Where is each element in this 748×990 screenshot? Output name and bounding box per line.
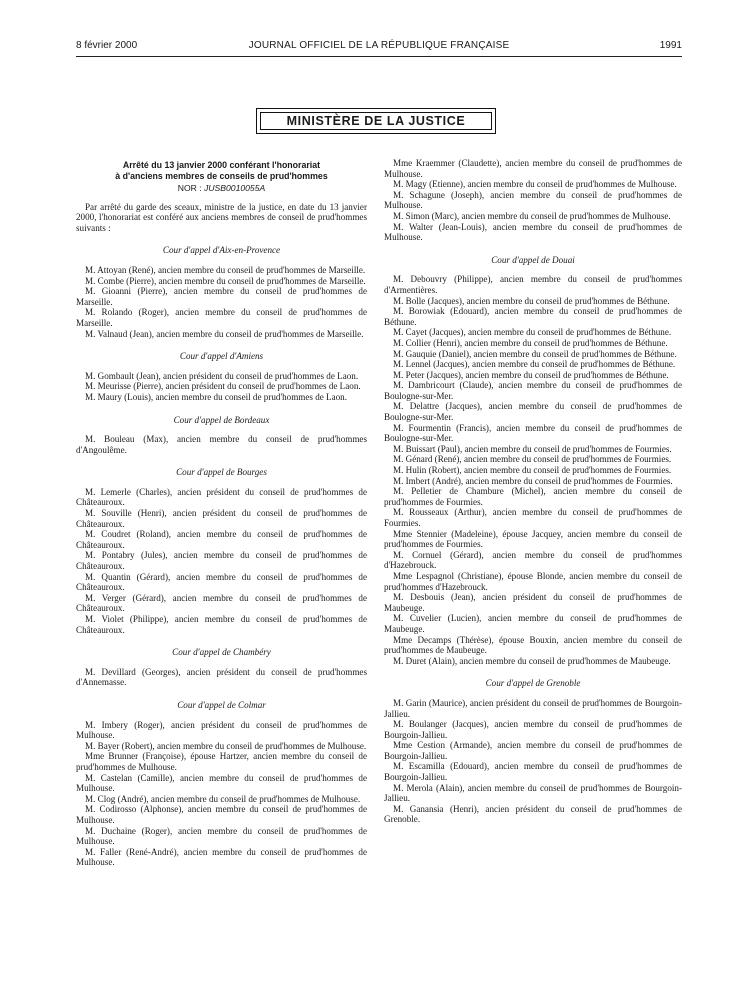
appointee-entry: M. Debouvry (Philippe), ancien membre du conseil de prud'hommes d'Armentières. <box>384 274 682 295</box>
cour-heading: Cour d'appel de Colmar <box>177 699 266 710</box>
appointee-entry: Mme Brunner (Françoise), épouse Hartzer, ancien membre du conseil de prud'hommes de Mulhouse. <box>76 751 367 772</box>
appointee-entry: M. Pontabry (Jules), ancien membre du conseil de prud'hommes de Châteauroux. <box>76 550 367 572</box>
appointee-entry: M. Dambricourt (Claude), ancien membre du conseil de prud'hommes de Boulogne-sur-Mer. <box>384 380 682 401</box>
appointee-entry: M. Imbery (Roger), ancien président du conseil de prud'hommes de Mulhouse. <box>76 719 367 741</box>
journal-title: JOURNAL OFFICIEL DE LA RÉPUBLIQUE FRANÇAISE <box>248 40 510 51</box>
arrete-title-line: à d'anciens membres de conseils de prud'hommes <box>115 170 328 181</box>
cour-heading: Cour d'appel de Chambéry <box>172 647 271 658</box>
appointee-entry: M. Maury (Louis), ancien membre du conseil de prud'hommes de Laon. <box>85 391 348 402</box>
appointee-entry: M. Quantin (Gérard), ancien membre du conseil de prud'hommes de Châteauroux. <box>76 571 367 593</box>
cour-heading: Cour d'appel d'Amiens <box>179 351 264 362</box>
appointee-entry: M. Valnaud (Jean), ancien membre du conseil de prud'hommes de Marseille. <box>85 328 364 339</box>
appointee-entry: M. Hulin (Robert), ancien membre du conseil de prud'hommes de Fourmies. <box>393 465 672 476</box>
appointee-entry: M. Bayer (Robert), ancien membre du conseil de prud'hommes de Mulhouse. <box>85 740 367 751</box>
nor-reference <box>76 183 367 194</box>
appointee-entry: M. Codirosso (Alphonse), ancien membre du conseil de prud'hommes de Mulhouse. <box>76 804 367 825</box>
appointee-entry: Mme Stennier (Madeleine), épouse Jacquey, ancien membre du conseil de prud'hommes de Fourmies. <box>384 528 682 550</box>
cour-heading: Cour d'appel d'Aix-en-Provence <box>162 245 281 256</box>
appointee-entry: M. Combe (Pierre), ancien membre du conseil de prud'hommes de Marseille. <box>85 275 366 286</box>
appointee-entry: M. Collier (Henri), ancien membre du conseil de prud'hommes de Béthune. <box>393 337 668 348</box>
appointee-entry: M. Meurisse (Pierre), ancien président du conseil de prud'hommes de Laon. <box>85 381 361 392</box>
right-column <box>384 158 682 825</box>
arrete-title-line: Arrêté du 13 janvier 2000 conférant l'honorariat <box>122 160 321 170</box>
arrete-preamble: Par arrêté du garde des sceaux, ministre de la justice, en date du 13 janvier 2000, l'honorariat est conféré aux anciens membres de conseil de prud'hommes suivants : <box>76 201 367 233</box>
appointee-entry: M. Gombault (Jean), ancien président du conseil de prud'hommes de Laon. <box>85 370 359 381</box>
appointee-entry: M. Lennel (Jacques), ancien membre du conseil de prud'hommes de Béthune. <box>393 359 676 370</box>
appointee-entry: M. Ganansia (Henri), ancien président du conseil de prud'hommes de Grenoble. <box>384 803 682 825</box>
appointee-entry: M. Attoyan (René), ancien membre du conseil de prud'hommes de Marseille. <box>85 264 366 275</box>
appointee-entry: M. Pelletier de Chambure (Michel), ancien membre du conseil de prud'hommes de Fourmies. <box>384 486 682 507</box>
cour-heading: Cour d'appel de Bordeaux <box>173 414 270 425</box>
appointee-entry: M. Faller (René-André), ancien membre du conseil de prud'hommes de Mulhouse. <box>76 846 367 868</box>
appointee-entry: M. Cuvelier (Lucien), ancien membre du conseil de prud'hommes de Maubeuge. <box>384 613 682 634</box>
appointee-entry: M. Buissart (Paul), ancien membre du conseil de prud'hommes de Fourmies. <box>393 443 672 454</box>
appointee-entry: Mme Decamps (Thérèse), épouse Bouxin, ancien membre du conseil de prud'hommes de Maubeuge. <box>384 634 682 656</box>
appointee-entry: M. Souville (Henri), ancien président du conseil de prud'hommes de Châteauroux. <box>76 508 367 529</box>
arrete-title <box>76 160 367 181</box>
appointee-entry: Mme Kraemmer (Claudette), ancien membre du conseil de prud'hommes de Mulhouse. <box>384 158 682 179</box>
appointee-entry: M. Gauquie (Daniel), ancien membre du conseil de prud'hommes de Béthune. <box>393 348 677 359</box>
appointee-entry: Mme Cestion (Armande), ancien membre du conseil de prud'hommes de Bourgoin-Jallieu. <box>384 740 682 761</box>
page-number: 1991 <box>659 40 682 51</box>
appointee-entry: M. Magy (Etienne), ancien membre du conseil de prud'hommes de Mulhouse. <box>393 179 677 190</box>
appointee-entry: M. Lemerle (Charles), ancien président du conseil de prud'hommes de Châteauroux. <box>76 486 367 508</box>
appointee-entry: M. Bolle (Jacques), ancien membre du conseil de prud'hommes de Béthune. <box>393 295 670 306</box>
appointee-entry: M. Bouleau (Max), ancien membre du conseil de prud'hommes d'Angoulême. <box>76 434 367 455</box>
appointee-entry: M. Imbert (André), ancien membre du conseil de prud'hommes de Fourmies. <box>393 475 673 486</box>
ministry-heading-box <box>256 108 496 134</box>
appointee-entry: M. Borowiak (Edouard), ancien membre du conseil de prud'hommes de Béthune. <box>384 306 682 327</box>
appointee-entry: M. Castelan (Camille), ancien membre du conseil de prud'hommes de Mulhouse. <box>76 772 367 794</box>
appointee-entry: M. Gioanni (Pierre), ancien membre du conseil de prud'hommes de Marseille. <box>76 286 367 307</box>
ministry-heading: MINISTÈRE DE LA JUSTICE <box>260 112 492 130</box>
cour-heading: Cour d'appel de Douai <box>491 254 575 265</box>
page-header <box>76 40 682 56</box>
appointee-entry: M. Fourmentin (Francis), ancien membre du conseil de prud'hommes de Boulogne-sur-Mer. <box>384 422 682 444</box>
appointee-entry: M. Walter (Jean-Louis), ancien membre du conseil de prud'hommes de Mulhouse. <box>384 221 682 243</box>
appointee-entry: M. Violet (Philippe), ancien membre du conseil de prud'hommes de Châteauroux. <box>76 614 367 635</box>
nor-label: NOR : <box>177 183 202 193</box>
appointee-entry: M. Desbouis (Jean), ancien président du conseil de prud'hommes de Maubeuge. <box>384 592 682 613</box>
issue-date: 8 février 2000 <box>76 40 138 51</box>
appointee-entry: M. Rousseaux (Arthur), ancien membre du conseil de prud'hommes de Fourmies. <box>384 507 682 528</box>
left-column <box>76 160 367 868</box>
appointee-entry: M. Rolando (Roger), ancien membre du conseil de prud'hommes de Marseille. <box>76 307 367 328</box>
right-sections <box>384 255 682 825</box>
header-divider <box>76 56 682 57</box>
continued-entries <box>384 158 682 243</box>
appointee-entry: Mme Lespagnol (Christiane), épouse Blonde, ancien membre du conseil de prud'hommes d'Hazebrouck. <box>384 570 682 592</box>
cour-heading: Cour d'appel de Bourges <box>176 467 267 478</box>
appointee-entry: M. Devillard (Georges), ancien président du conseil de prud'hommes d'Annemasse. <box>76 666 367 688</box>
appointee-entry: M. Duchaine (Roger), ancien membre du conseil de prud'hommes de Mulhouse. <box>76 825 367 847</box>
appointee-entry: M. Escamilla (Edouard), ancien membre du conseil de prud'hommes de Bourgoin-Jallieu. <box>384 761 682 783</box>
appointee-entry: M. Garin (Maurice), ancien président du conseil de prud'hommes de Bourgoin-Jallieu. <box>384 697 682 719</box>
appointee-entry: M. Duret (Alain), ancien membre du conseil de prud'hommes de Maubeuge. <box>393 655 671 666</box>
appointee-entry: M. Cornuel (Gérard), ancien membre du conseil de prud'hommes d'Hazebrouck. <box>384 549 682 571</box>
appointee-entry: M. Génard (René), ancien membre du conseil de prud'hommes de Fourmies. <box>393 454 672 465</box>
appointee-entry: M. Cayet (Jacques), ancien membre du conseil de prud'hommes de Béthune. <box>393 327 672 338</box>
appointee-entry: M. Merola (Alain), ancien membre du conseil de prud'hommes de Bourgoin-Jallieu. <box>384 782 682 804</box>
appointee-entry: M. Boulanger (Jacques), ancien membre du conseil de prud'hommes de Bourgoin-Jallieu. <box>384 719 682 740</box>
appointee-entry: M. Coudret (Roland), ancien membre du conseil de prud'hommes de Châteauroux. <box>76 529 367 550</box>
appointee-entry: M. Verger (Gérard), ancien membre du conseil de prud'hommes de Châteauroux. <box>76 592 367 614</box>
appointee-entry: M. Simon (Marc), ancien membre du conseil de prud'hommes de Mulhouse. <box>393 210 671 221</box>
appointee-entry: M. Schagune (Joseph), ancien membre du conseil de prud'hommes de Mulhouse. <box>384 189 682 211</box>
nor-code: JUSB0010055A <box>204 183 266 193</box>
cour-heading: Cour d'appel de Grenoble <box>485 678 581 689</box>
appointee-entry: M. Clog (André), ancien membre du conseil de prud'hommes de Mulhouse. <box>85 793 361 804</box>
appointee-entry: M. Delattre (Jacques), ancien membre du conseil de prud'hommes de Boulogne-sur-Mer. <box>384 401 682 423</box>
appointee-entry: M. Peter (Jacques), ancien membre du conseil de prud'hommes de Béthune. <box>393 369 669 380</box>
left-sections <box>76 245 367 868</box>
